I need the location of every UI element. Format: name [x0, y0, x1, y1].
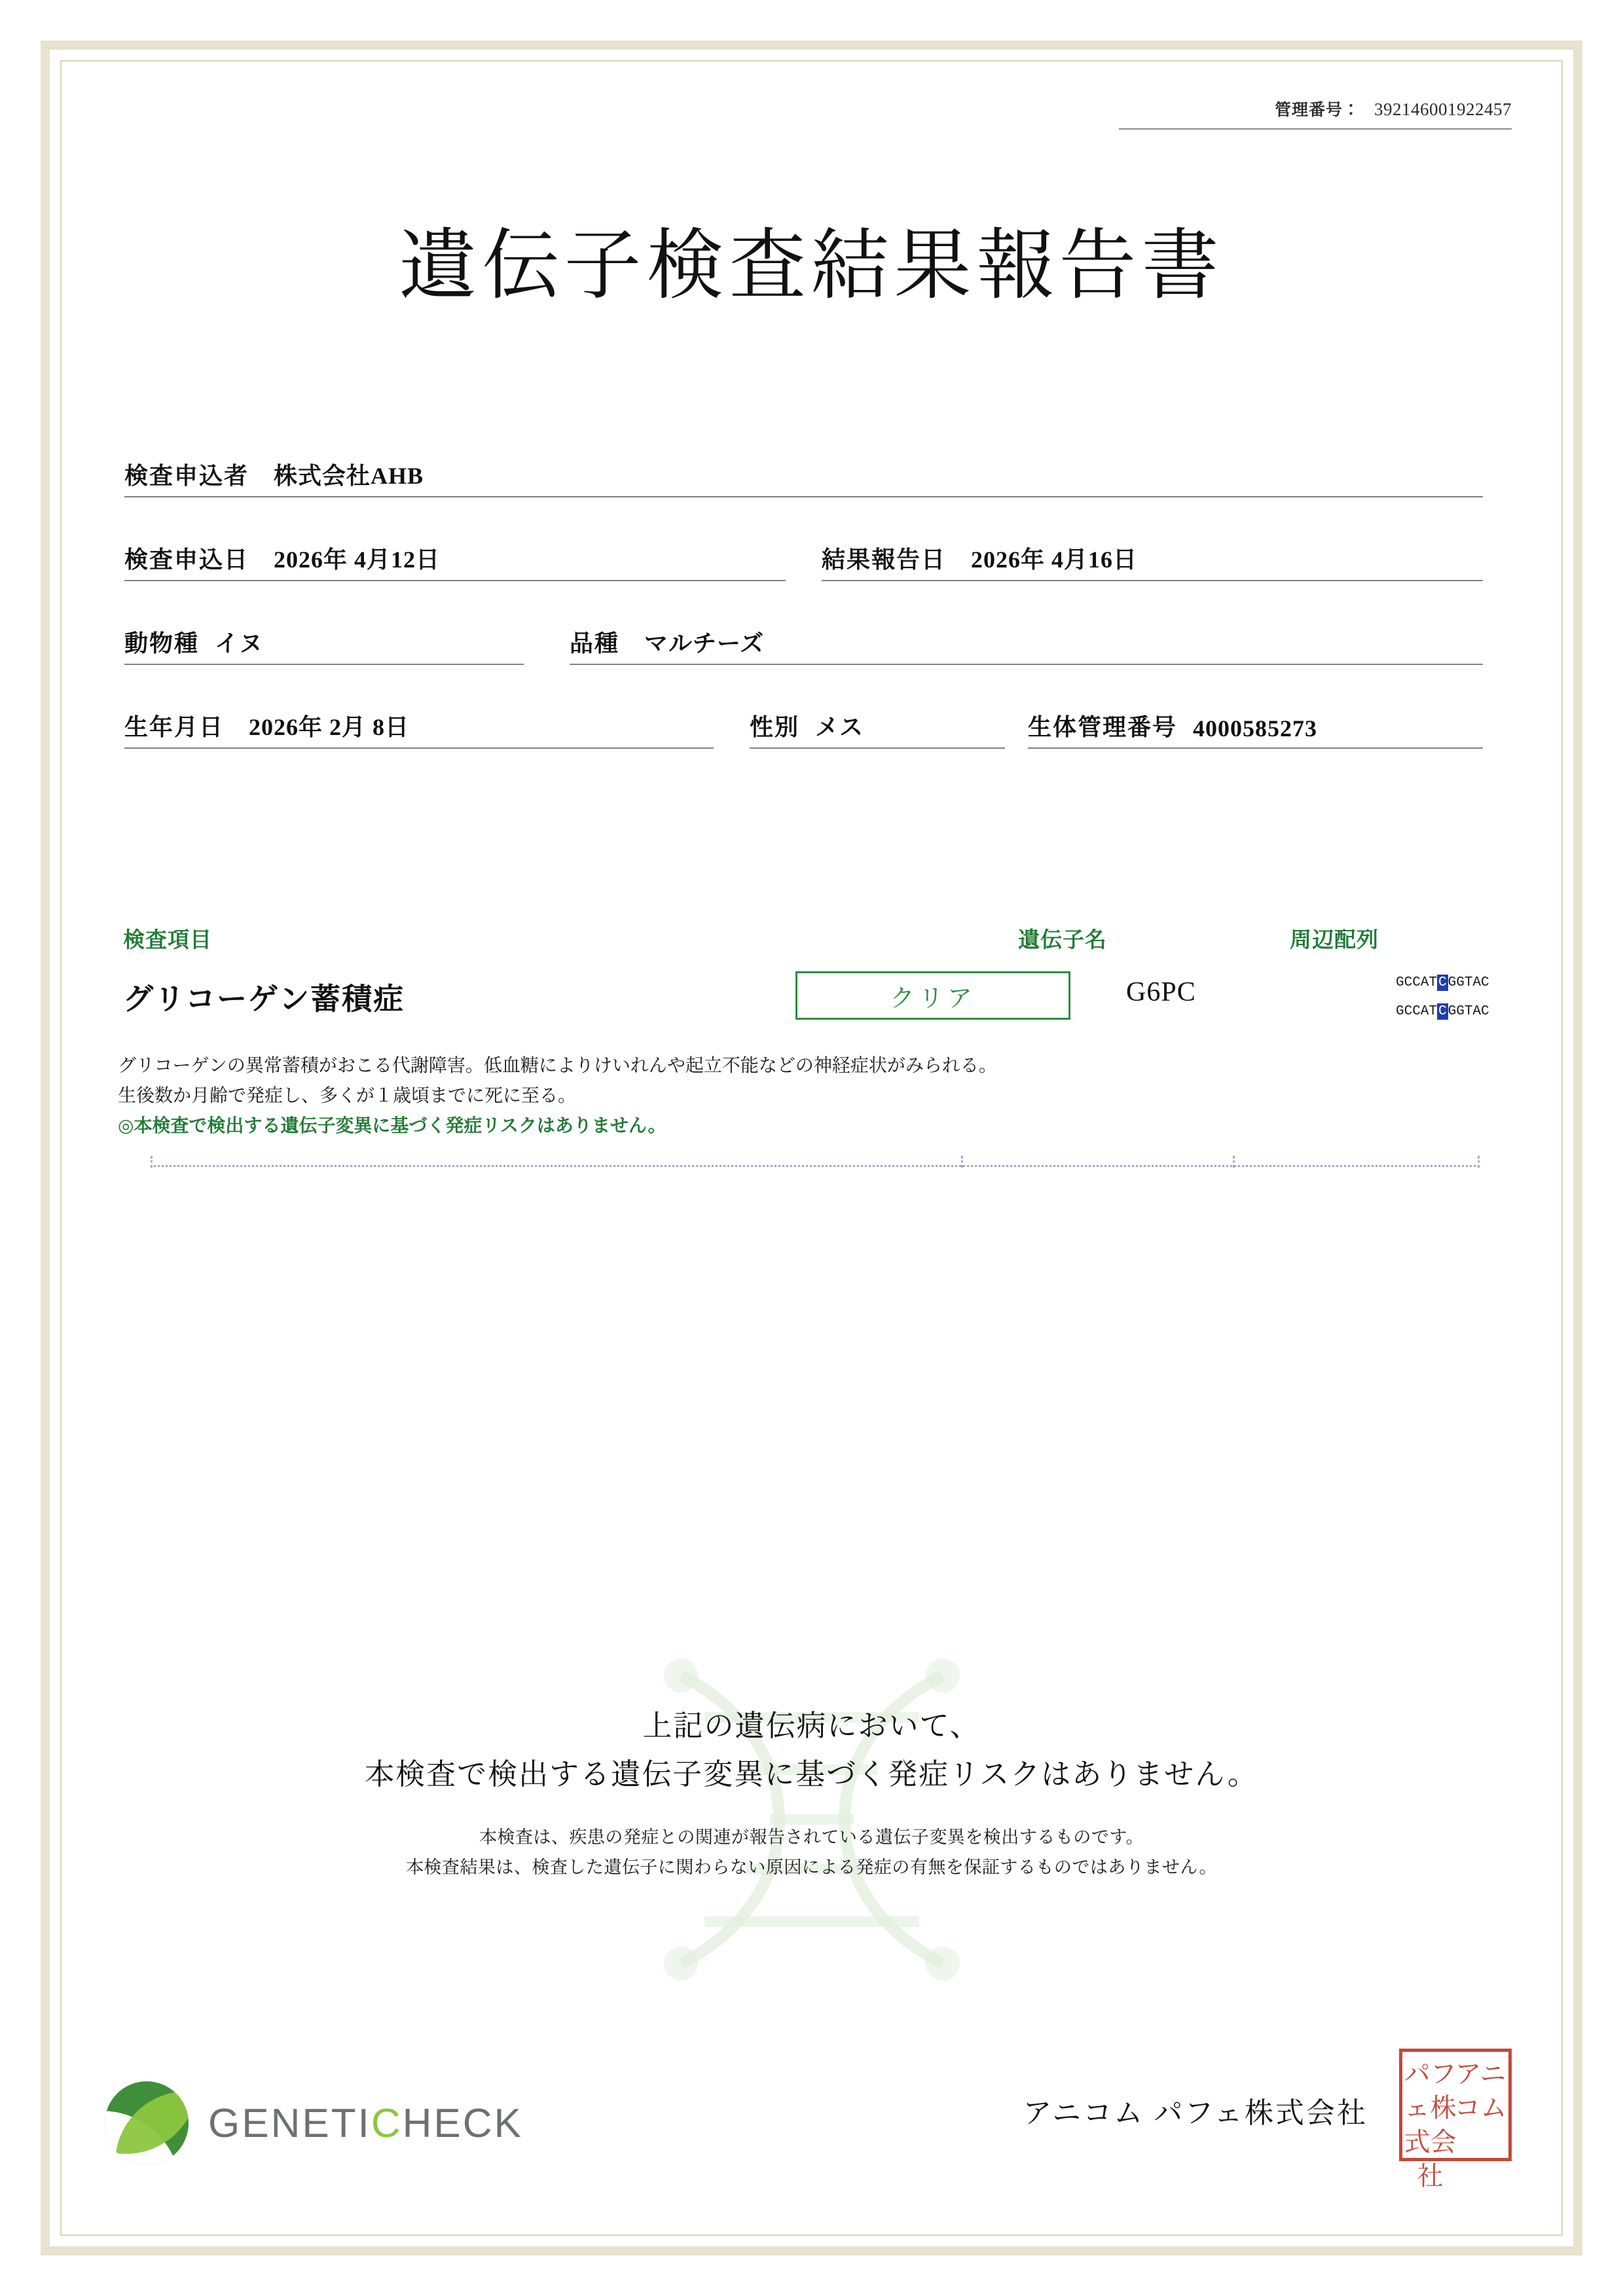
applicant-label: 検査申込者 [124, 463, 249, 489]
status-badge: クリア [795, 971, 1070, 1020]
leaf-icon [105, 2081, 189, 2165]
field-apply-date [124, 535, 786, 581]
info-block [124, 452, 1506, 787]
divider-tick-mid [961, 1156, 965, 1168]
description-line-3: ◎本検査で検出する遺伝子変異に基づく発症リスクはありません。 [118, 1115, 666, 1136]
seq2-variant: C [1438, 1004, 1447, 1019]
birth-label: 生年月日 [124, 714, 225, 740]
breed-value: マルチーズ [644, 630, 765, 656]
result-table-header [118, 923, 1506, 953]
divider-tick-right [1233, 1156, 1237, 1168]
breed-label: 品種 [570, 630, 620, 656]
species-value: イヌ [215, 630, 264, 656]
field-animal-id [1028, 703, 1483, 749]
sex-label: 性別 [750, 714, 800, 740]
field-breed [570, 619, 1483, 665]
species-label: 動物種 [124, 630, 200, 656]
col-header-item: 検査項目 [123, 929, 212, 952]
gene-name: G6PC [1126, 977, 1196, 1007]
logo-text-part2: C [371, 2100, 403, 2146]
page-content [98, 79, 1525, 2217]
logo-text-part1: GENETI [208, 2100, 371, 2146]
sequence-allele-1 [1396, 969, 1489, 997]
report-date-value: 2026年 4月16日 [971, 547, 1138, 573]
description-line-2: 生後数か月齢で発症し、多くが１歳頃までに死に至る。 [118, 1085, 577, 1105]
field-report-date [822, 535, 1483, 581]
summary-note [98, 1822, 1525, 1882]
seq1-variant: C [1438, 975, 1447, 990]
logo-wordmark [208, 2100, 523, 2147]
seal-column-2: パフェ株式会社 [1404, 2059, 1457, 2191]
field-species [124, 619, 524, 665]
report-date-label: 結果報告日 [822, 547, 947, 573]
control-number-value: 392146001922457 [1374, 99, 1512, 119]
applicant-value: 株式会社AHB [274, 463, 424, 489]
control-number-label: 管理番号： [1274, 101, 1360, 119]
seq2-right: GGTAC [1448, 1004, 1489, 1019]
info-row-birth [124, 703, 1506, 787]
sex-value: メス [815, 714, 864, 740]
section-divider [151, 1165, 1480, 1167]
birth-value: 2026年 2月 8日 [249, 714, 410, 740]
page-title: 遺伝子検査結果報告書 [399, 223, 1224, 309]
seal-column-1: アニコム [1454, 2059, 1507, 2123]
field-applicant [124, 452, 1483, 497]
animal-id-label: 生体管理番号 [1028, 714, 1178, 740]
field-sex [750, 703, 1005, 749]
seq1-left: GCCAT [1396, 975, 1438, 990]
disease-name: グリコーゲン蓄積症 [123, 982, 405, 1016]
col-header-gene: 遺伝子名 [1018, 929, 1107, 952]
apply-date-value: 2026年 4月12日 [274, 547, 441, 573]
seq1-right: GGTAC [1448, 975, 1489, 990]
apply-date-label: 検査申込日 [124, 547, 249, 573]
sequence-block [1396, 969, 1489, 1026]
summary-note-line-2: 本検査結果は、検査した遺伝子に関わらない原因による発症の有無を保証するものではありません。 [405, 1857, 1218, 1877]
description-line-1: グリコーゲンの異常蓄積がおこる代謝障害。低血糖によりけいれんや起立不能などの神経症状がみられる。 [118, 1055, 997, 1075]
divider-tick-left [151, 1156, 155, 1168]
disease-description [118, 1050, 1506, 1141]
summary-note-line-1: 本検査は、疾患の発症との関連が報告されている遺伝子変異を検出するものです。 [479, 1827, 1144, 1847]
seq2-left: GCCAT [1396, 1004, 1438, 1019]
control-number [1119, 97, 1512, 130]
info-row-dates [124, 535, 1506, 619]
geneticheck-logo [105, 2081, 523, 2165]
info-row-applicant [124, 452, 1506, 535]
info-row-species [124, 619, 1506, 703]
summary-block [98, 1702, 1525, 1882]
company-seal [1399, 2049, 1512, 2191]
col-header-sequence: 周辺配列 [1290, 929, 1379, 952]
field-birth [124, 703, 714, 749]
divider-tick-end [1478, 1156, 1482, 1168]
animal-id-value: 4000585273 [1193, 715, 1318, 742]
summary-line-2: 本検査で検出する遺伝子変異に基づく発症リスクはありません。 [365, 1757, 1258, 1791]
result-row [118, 969, 1506, 1034]
summary-line-1: 上記の遺伝病において、 [642, 1709, 981, 1742]
logo-text-part3: HECK [402, 2100, 523, 2146]
company-name: アニコム パフェ株式会社 [1023, 2097, 1368, 2129]
sequence-allele-2 [1396, 997, 1489, 1026]
